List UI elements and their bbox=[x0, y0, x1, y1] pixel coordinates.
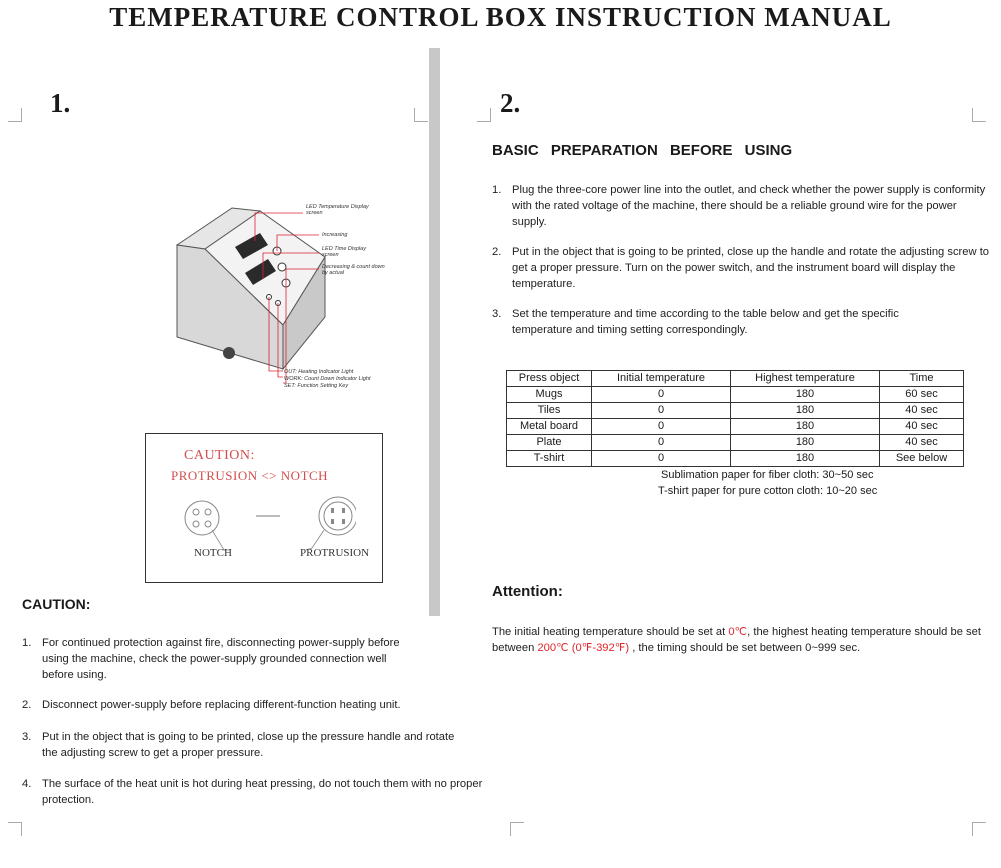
item-text: Disconnect power-supply before replacing different-function heating unit. bbox=[42, 699, 401, 711]
caution-item bbox=[22, 635, 430, 683]
item-number: 2. bbox=[22, 699, 32, 711]
label-decreasing: Decreasing & count down by actual bbox=[322, 264, 385, 276]
page-title: TEMPERATURE CONTROL BOX INSTRUCTION MANUAL bbox=[109, 2, 892, 32]
section-number-1: 1. bbox=[50, 88, 71, 118]
table-cell: 180 bbox=[731, 451, 880, 467]
table-row bbox=[507, 419, 964, 435]
control-box-diagram bbox=[165, 195, 405, 395]
table-header: Press object bbox=[507, 371, 592, 387]
table-header: Initial temperature bbox=[592, 371, 731, 387]
table-cell: See below bbox=[880, 451, 964, 467]
label-out: OUT: Heating Indicator Light bbox=[284, 369, 354, 375]
column-divider bbox=[429, 48, 440, 616]
table-row bbox=[507, 435, 964, 451]
table-cell: 180 bbox=[731, 387, 880, 403]
label-led-temp: LED Temperature Display screen bbox=[306, 204, 369, 216]
caution-item bbox=[22, 697, 442, 713]
caution-box-title: CAUTION: bbox=[184, 448, 255, 463]
table-header: Highest temperature bbox=[731, 371, 880, 387]
attention-text-part: , the timing should be set between 0~999 sec. bbox=[629, 642, 861, 654]
preparation-step bbox=[492, 244, 992, 292]
table-row bbox=[507, 387, 964, 403]
initial-temperature-value: 0℃ bbox=[728, 626, 748, 638]
protrusion-label: PROTRUSION bbox=[300, 547, 370, 559]
corner-mark bbox=[477, 108, 491, 122]
label-led-time: LED Time Display screen bbox=[322, 246, 366, 258]
basic-preparation-heading: BASIC PREPARATION BEFORE USING bbox=[492, 142, 793, 159]
table-cell: 0 bbox=[592, 403, 731, 419]
caution-diagram-box bbox=[145, 433, 383, 583]
table-cell: Tiles bbox=[507, 403, 592, 419]
table-row bbox=[507, 451, 964, 467]
step-text: Set the temperature and time according to the table below and get the specific temperature and timing setting correspondingly. bbox=[512, 308, 899, 336]
note-sublimation: Sublimation paper for fiber cloth: 30~50 sec bbox=[661, 469, 874, 481]
table-row bbox=[507, 403, 964, 419]
caution-item bbox=[22, 729, 462, 761]
step-text: Put in the object that is going to be printed, close up the handle and rotate the adjusting screw to get a proper pressure. Turn on the power switch, and the instrument board will display the temperature. bbox=[512, 246, 990, 290]
corner-mark bbox=[8, 108, 22, 122]
table-cell: Plate bbox=[507, 435, 592, 451]
corner-mark bbox=[972, 108, 986, 122]
table-cell: 0 bbox=[592, 451, 731, 467]
note-tshirt: T-shirt paper for pure cotton cloth: 10~20 sec bbox=[658, 485, 878, 497]
table-cell: 40 sec bbox=[880, 403, 964, 419]
table-cell: Metal board bbox=[507, 419, 592, 435]
temperature-table bbox=[506, 370, 964, 467]
table-cell: Mugs bbox=[507, 387, 592, 403]
table-cell: T-shirt bbox=[507, 451, 592, 467]
label-increasing: Increasing bbox=[322, 232, 348, 238]
corner-mark bbox=[510, 822, 524, 836]
notch-label: NOTCH bbox=[194, 547, 232, 559]
table-cell: 40 sec bbox=[880, 419, 964, 435]
table-cell: 180 bbox=[731, 435, 880, 451]
highest-temperature-range: 200℃ (0℉-392℉) bbox=[537, 642, 630, 654]
preparation-step bbox=[492, 306, 912, 338]
step-number: 2. bbox=[492, 246, 502, 258]
table-cell: 0 bbox=[592, 435, 731, 451]
step-text: Plug the three-core power line into the outlet, and check whether the power supply is conformity with the rated voltage of the machine, there should be a reliable ground wire for the power supply. bbox=[512, 184, 986, 228]
table-header-row bbox=[507, 371, 964, 387]
attention-text-part: The initial heating temperature should be set at bbox=[492, 626, 729, 638]
attention-text bbox=[492, 624, 992, 656]
table-cell: 60 sec bbox=[880, 387, 964, 403]
caution-box-subtitle: PROTRUSION <> NOTCH bbox=[171, 468, 329, 483]
corner-mark bbox=[414, 108, 428, 122]
item-text: The surface of the heat unit is hot during heat pressing, do not touch them with no proper protection. bbox=[42, 778, 483, 806]
item-number: 3. bbox=[22, 731, 32, 743]
step-number: 3. bbox=[492, 308, 502, 320]
label-set: SET: Function Setting Key bbox=[284, 383, 349, 389]
attention-text-part: , the highest heating temperature should be set between bbox=[492, 626, 981, 654]
section-number-2: 2. bbox=[500, 88, 521, 118]
item-number: 4. bbox=[22, 778, 32, 790]
table-cell: 0 bbox=[592, 419, 731, 435]
caution-item bbox=[22, 776, 522, 808]
step-number: 1. bbox=[492, 184, 502, 196]
caution-heading: CAUTION: bbox=[22, 596, 91, 612]
item-number: 1. bbox=[22, 637, 32, 649]
corner-mark bbox=[972, 822, 986, 836]
label-work: WORK: Count Down Indicator Light bbox=[284, 376, 371, 382]
item-text: Put in the object that is going to be printed, close up the pressure handle and rotate the adjusting screw to get a proper pressure. bbox=[42, 731, 455, 759]
item-text: For continued protection against fire, disconnecting power-supply before using the machine, check the power-supply grounded connection well before using. bbox=[42, 637, 400, 681]
attention-heading: Attention: bbox=[492, 583, 563, 600]
table-cell: 0 bbox=[592, 387, 731, 403]
table-cell: 180 bbox=[731, 403, 880, 419]
corner-mark bbox=[8, 822, 22, 836]
table-cell: 40 sec bbox=[880, 435, 964, 451]
preparation-step bbox=[492, 182, 992, 230]
table-header: Time bbox=[880, 371, 964, 387]
table-cell: 180 bbox=[731, 419, 880, 435]
